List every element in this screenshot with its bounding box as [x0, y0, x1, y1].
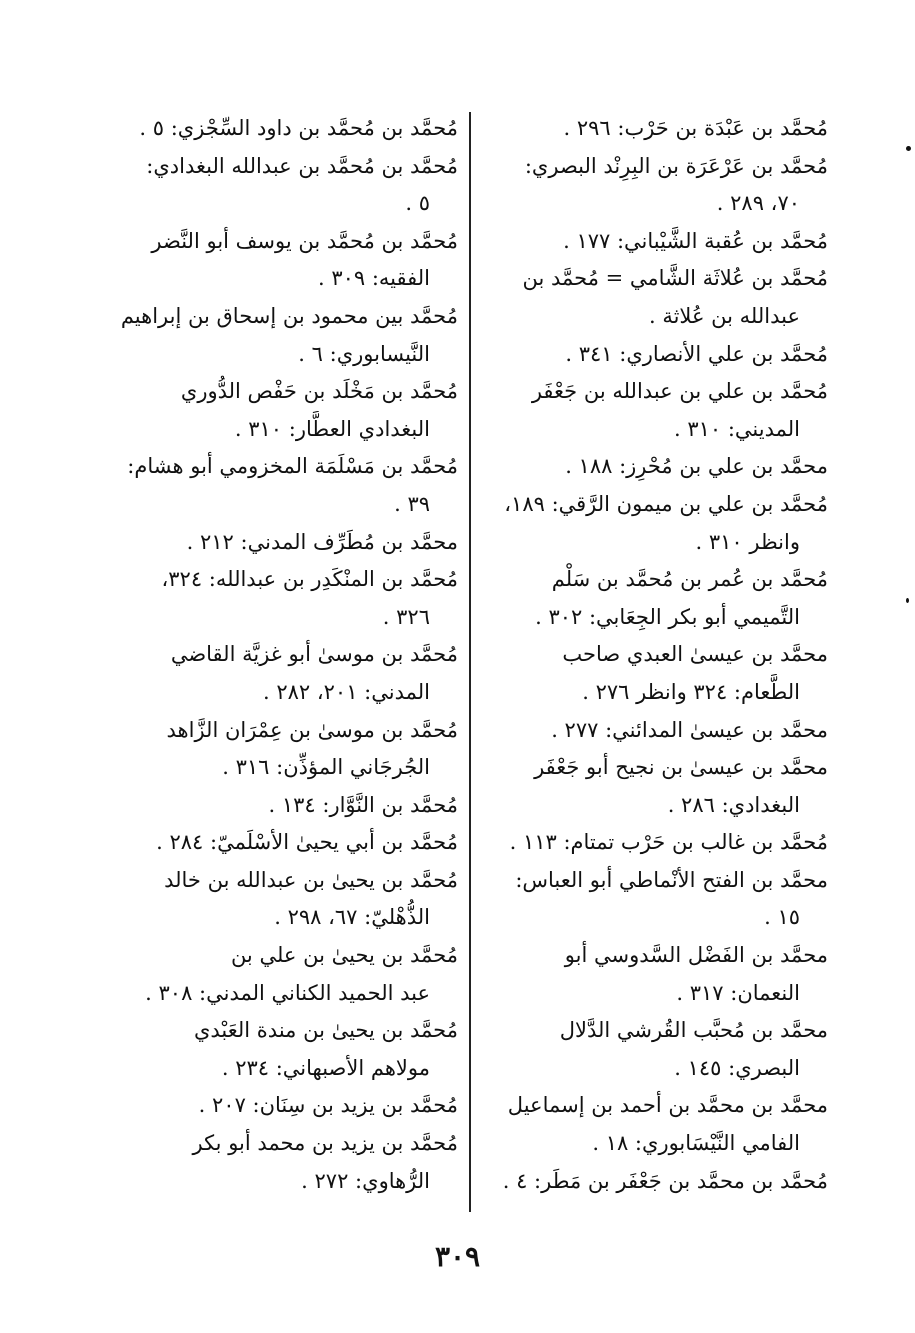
index-entry: مُحمَّد بن أبي يحيىٰ الأسْلَميّ: ٢٨٤ .	[156, 830, 458, 855]
index-entry: مُحمَّد بن عَبْدَة بن حَرْب: ٢٩٦ .	[563, 116, 828, 140]
index-entry: مُحمَّد بن عَرْعَرَة بن البِرِنْد البصري:	[524, 153, 828, 178]
index-entry: مُحمَّد بين محمود بن إسحاق بن إبراهيم	[120, 303, 458, 328]
index-entry: مُحمَّد بن عُمر بن مُحمَّد بن سَلْم	[551, 567, 828, 592]
index-entry-continuation: البغدادي: ٢٨٦ .	[667, 792, 800, 817]
index-entry: مُحمَّد بن يحيىٰ بن علي بن	[230, 943, 458, 968]
index-entry-continuation: ٣٢٦ .	[382, 604, 430, 629]
index-entry: مُحمَّد بن محمَّد بن جَعْفَر بن مَطَر: ٤ .	[502, 1168, 828, 1193]
left-index-column	[118, 110, 458, 1230]
index-entry-continuation: وانظر ٣١٠ .	[695, 529, 800, 554]
index-entry-continuation: ٥ .	[405, 191, 430, 216]
index-entry-continuation: الذُّهْليّ: ٦٧، ٢٩٨ .	[274, 905, 430, 930]
index-entry-continuation: التَّميمي أبو بكر الجِعَابي: ٣٠٢ .	[535, 604, 800, 629]
index-entry: محمَّد بن مُطَرِّف المدني: ٢١٢ .	[186, 529, 458, 554]
index-entry-continuation: البغدادي العطَّار: ٣١٠ .	[234, 416, 430, 441]
index-entry: مُحمَّد بن مُحمَّد بن داود السِّجْزي: ٥ .	[139, 116, 458, 140]
index-entry-continuation: ١٥ .	[764, 905, 800, 930]
index-entry-continuation: ٣٩ .	[394, 491, 430, 516]
index-entry: محمَّد بن الفَضْل السَّدوسي أبو	[564, 943, 828, 968]
index-entry-continuation: الفامي النَّيْسَابوري: ١٨ .	[592, 1131, 800, 1156]
index-entry: محمَّد بن محمَّد بن أحمد بن إسماعيل	[507, 1093, 828, 1118]
index-entry: مُحمَّد بن يزيد بن محمد أبو بكر	[192, 1131, 458, 1156]
index-entry: مُحمَّد بن المنْكَدِر بن عبدالله: ٣٢٤،	[161, 567, 458, 592]
index-entry-continuation: عبد الحميد الكناني المدني: ٣٠٨ .	[145, 980, 430, 1005]
index-entry-continuation: الطَّعام: ٣٢٤ وانظر ٢٧٦ .	[582, 679, 800, 704]
index-entry: مُحمَّد بن عُلاثَة الشَّامي = مُحمَّد بن	[522, 266, 828, 291]
index-entry: مُحمَّد بن مَخْلَد بن حَفْص الدُّوري	[180, 379, 458, 404]
index-entry-continuation: الرُّهاوي: ٢٧٢ .	[301, 1168, 430, 1193]
index-entry: محمَّد بن عيسىٰ العبدي صاحب	[562, 642, 828, 667]
index-entry-continuation: مولاهم الأصبهاني: ٢٣٤ .	[221, 1055, 430, 1080]
page-number: ٣٠٩	[434, 1240, 481, 1273]
column-divider	[469, 112, 471, 1212]
index-entry: مُحمَّد بن علي بن ميمون الرَّقي: ١٨٩،	[504, 491, 828, 516]
index-entry: مُحمَّد بن يزيد بن سِنَان: ٢٠٧ .	[198, 1093, 458, 1118]
index-entry: محمَّد بن علي بن مُحْرِز: ١٨٨ .	[565, 454, 828, 479]
index-entry: مُحمَّد بن يحيىٰ بن مندة العَبْدي	[193, 1018, 458, 1043]
index-entry-continuation: ٧٠، ٢٨٩ .	[716, 191, 800, 216]
index-entry-continuation: عبدالله بن عُلاثة .	[648, 303, 800, 328]
index-entry: مُحمَّد بن علي الأنصاري: ٣٤١ .	[565, 341, 828, 366]
index-entry: مُحمَّد بن غالب بن حَرْب تمتام: ١١٣ .	[509, 830, 828, 855]
index-entry: مُحمَّد بن يحيىٰ بن عبدالله بن خالد	[164, 867, 458, 892]
margin-mark	[906, 146, 911, 151]
margin-mark	[906, 598, 909, 603]
index-entry: محمَّد بن عيسىٰ بن نجيح أبو جَعْفَر	[534, 755, 828, 780]
index-entry: محمَّد بن الفتح الأنْماطي أبو العباس:	[515, 867, 828, 892]
right-index-column	[478, 110, 828, 1230]
index-entry: مُحمَّد بن النَّوَّار: ١٣٤ .	[268, 792, 458, 817]
index-entry: مُحمَّد بن مُحمَّد بن يوسف أبو النَّضر	[151, 228, 458, 253]
index-entry: مُحمَّد بن موسىٰ أبو غزيَّة القاضي	[170, 642, 458, 667]
index-entry: مُحمَّد بن موسىٰ بن عِمْرَان الزَّاهد	[166, 717, 458, 742]
index-entry: مُحمَّد بن مُحمَّد بن عبدالله البغدادي:	[146, 153, 458, 178]
index-entry-continuation: المدني: ٢٠١، ٢٨٢ .	[263, 679, 430, 704]
index-entry-continuation: المديني: ٣١٠ .	[673, 416, 800, 441]
index-entry-continuation: الفقيه: ٣٠٩ .	[317, 266, 430, 291]
index-entry-continuation: النعمان: ٣١٧ .	[676, 980, 800, 1005]
index-entry-continuation: الجُرجَاني المؤذِّن: ٣١٦ .	[222, 755, 430, 780]
index-entry: محمَّد بن مُحبَّب القُرشي الدَّلال	[559, 1018, 828, 1043]
index-entry: محمَّد بن عيسىٰ المدائني: ٢٧٧ .	[551, 717, 828, 742]
index-entry: مُحمَّد بن علي بن عبدالله بن جَعْفَر	[531, 379, 828, 404]
index-entry-continuation: البصري: ١٤٥ .	[674, 1055, 800, 1080]
index-entry: مُحمَّد بن مَسْلَمَة المخزومي أبو هشام:	[127, 454, 458, 479]
index-entry-continuation: النَّيسابوري: ٦ .	[298, 341, 430, 366]
index-entry: مُحمَّد بن عُقبة الشَّيْباني: ١٧٧ .	[563, 228, 828, 253]
